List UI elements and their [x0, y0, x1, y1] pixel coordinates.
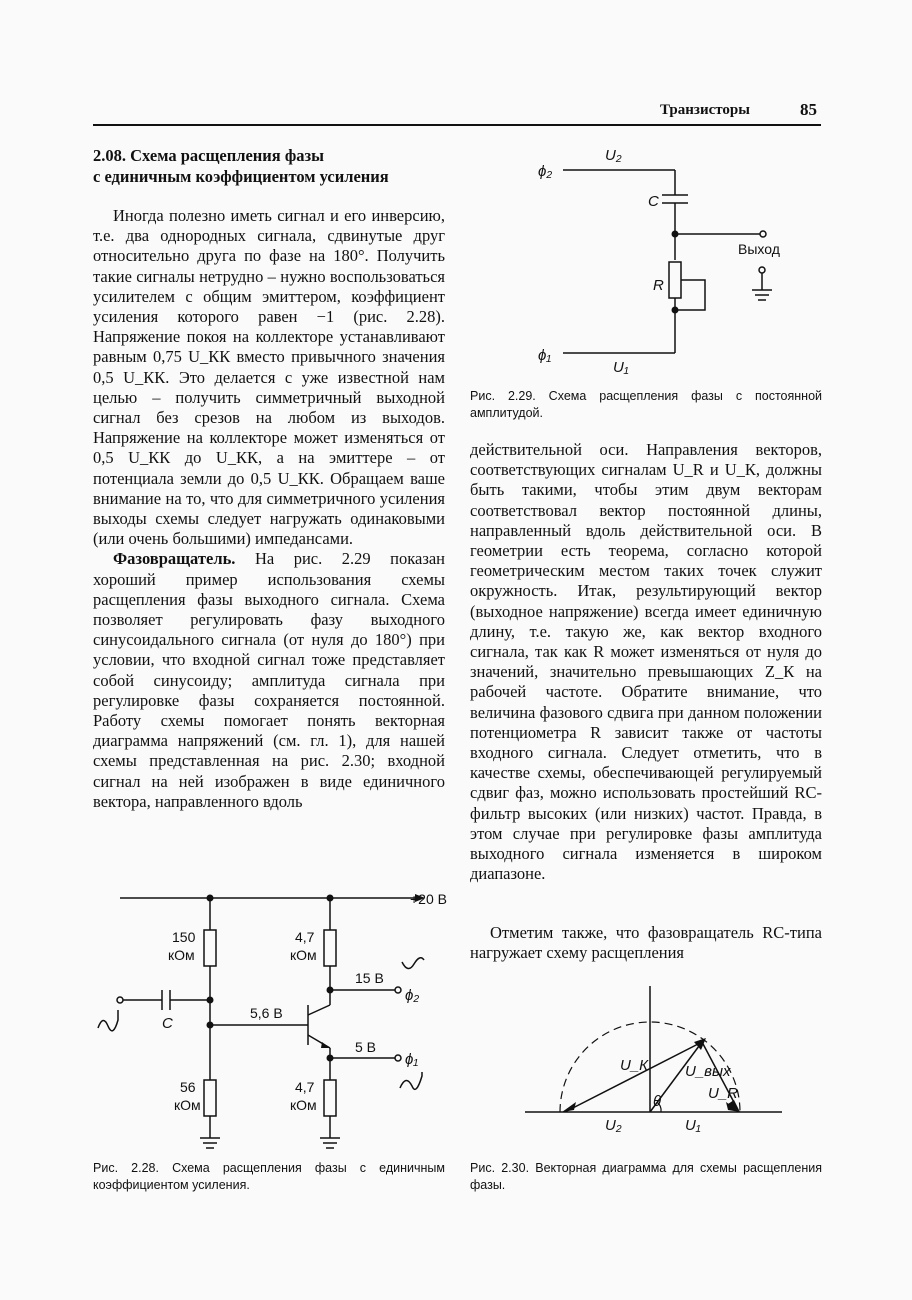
column-right-text-2 [470, 923, 822, 963]
label-uout: U_вых [685, 1063, 731, 1080]
column-left-text [93, 206, 445, 812]
section-title [93, 145, 423, 187]
label-u1: U₁ [613, 359, 629, 376]
figure-2-29-circuit [520, 140, 820, 380]
header-rule [93, 124, 821, 126]
label-phi1: ϕ₁ [405, 1051, 419, 1068]
caption-fig-2-30: Рис. 2.30. Векторная диаграмма для схемы расщепления фазы. [470, 1161, 822, 1192]
label-c: C [648, 193, 659, 210]
column-right-text [470, 440, 822, 884]
paragraph-continued: действительной оси. Направления векторов, соответствующих сигналам U_R и U_К, должны быть такими, чтобы этим двум векторам соответствовал вектор постоянной длины, направленный вдоль действительной оси. В геометрии есть теорема, согласно которой геометрическим местом таких точек служит окружность. Итак, результирующий вектор (выходное напряжение) всегда имеет единичную длину, т.е. такую же, как вектор входного сигнала, так как R может изменяться от нуля до значений, значительно превышающих Z_К на рабочей частоте. Обратите внимание, что величина фазового сдвига при данном положении потенциометра R зависит также от частоты входного сигнала. Следует отметить, что в качестве схемы, обеспечивающей регулируемый сдвиг фаз, можно использовать простейший RC-фильтр высоких (или низких) частот. Правда, в этом случае при регулировке фазы амплитуда выходного сигнала изменяется в широком диапазоне. [470, 440, 822, 884]
label-r4-unit: кОм [290, 1097, 317, 1113]
figure-2-28-circuit [90, 880, 455, 1155]
label-r: R [653, 277, 664, 294]
label-output: Выход [738, 241, 780, 257]
label-r3-unit: кОм [174, 1097, 201, 1113]
paragraph-head: Фазовращатель. [113, 549, 236, 569]
running-title: Транзисторы [660, 102, 750, 118]
label-r1: 150 [172, 929, 196, 945]
label-c: C [162, 1015, 173, 1032]
label-collector-voltage: 15 В [355, 970, 384, 986]
label-r2-unit: кОм [290, 947, 317, 963]
label-r1-unit: кОм [168, 947, 195, 963]
paragraph-rc: Отметим также, что фазовращатель RC-типа нагружает схему расщепления [470, 923, 822, 963]
paragraph-phase-shifter [93, 549, 445, 812]
label-phi1: ϕ₁ [538, 347, 552, 364]
label-r3: 56 [180, 1079, 196, 1095]
label-vcc: +20 В [410, 891, 447, 907]
caption-fig-2-28: Рис. 2.28. Схема расщепления фазы с единичным коэффициентом усиления. [93, 1161, 445, 1192]
page-number: 85 [800, 100, 817, 119]
label-base-voltage: 5,6 В [250, 1005, 283, 1021]
figure-2-30-vector-diagram [520, 978, 820, 1148]
section-title-line1: 2.08. Схема расщепления фазы [93, 146, 325, 165]
caption-fig-2-29: Рис. 2.29. Схема расщепления фазы с постоянной амплитудой. [470, 389, 822, 420]
paragraph-intro: Иногда полезно иметь сигнал и его инверсию, т.е. два однородных сигнала, сдвинутые друг относительно друга по фазе на 180°. Получить такие сигналы нетрудно – нужно воспользоваться усилителем с общим эмиттером, коэффициент усиления которого равен −1 (рис. 2.28). Напряжение покоя на коллекторе устанавливают равным 0,75 U_КК вместо привычного значения 0,5 U_КК. Это делается с уже известной нам целью – получить симметричный выходной сигнал без срезов на любом из выходов. Напряжение на коллекторе может изменяться от 0,5 U_КК до U_КК, а на эмиттере – от потенциала земли до 0,5 U_КК. Обращаем ваше внимание на то, что для симметричного усиления выходы схемы следует нагружать одинаковыми (или очень большими) импедансами. [93, 206, 445, 549]
label-emitter-voltage: 5 В [355, 1039, 377, 1055]
label-u2: U₂ [605, 1117, 622, 1134]
label-phi2: ϕ₂ [538, 163, 553, 180]
label-u1: U₁ [685, 1117, 701, 1134]
section-title-line2: с единичным коэффициентом усиления [93, 167, 389, 186]
label-r4: 4,7 [295, 1079, 315, 1095]
label-theta: θ [653, 1093, 662, 1110]
label-r2: 4,7 [295, 929, 315, 945]
label-ur: U_R [708, 1085, 739, 1102]
label-uk: U_К [620, 1057, 649, 1074]
label-phi2: ϕ₂ [405, 987, 420, 1004]
paragraph-body: На рис. 2.29 показан хороший пример использования схемы расщепления фазы выходного сигнала. Схема позволяет регулировать фазу выходного синусоидального сигнала (от нуля до 180°) при условии, что входной сигнал тоже представляет собой синусоиду; амплитуда сигнала при регулировке фазы сохраняется постоянной. Работу схемы помогает понять векторная диаграмма напряжений (см. гл. 1), для нашей схемы представленная на рис. 2.30; входной сигнал на ней изображен в виде единичного вектора, направленного вдоль [93, 549, 445, 811]
label-u2: U₂ [605, 147, 622, 164]
